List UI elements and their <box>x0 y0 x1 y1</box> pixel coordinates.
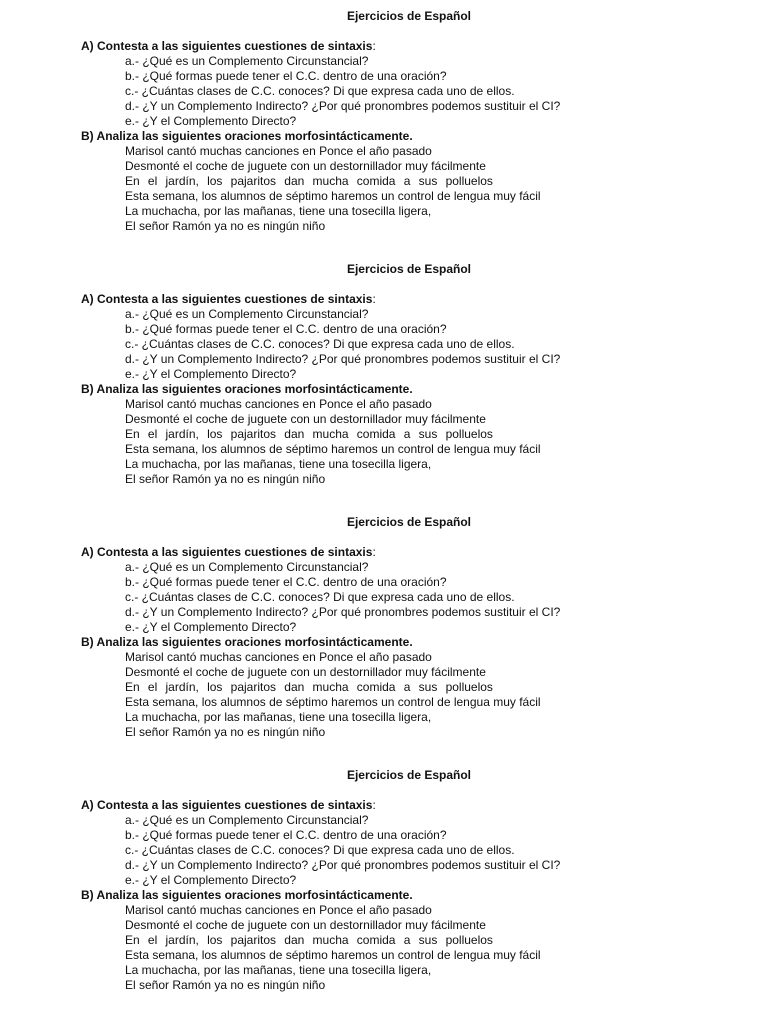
sentence-word: jardín, <box>165 680 199 694</box>
sentence-word: los <box>207 427 223 441</box>
sentence-3 <box>125 680 493 695</box>
sentence-1: Marisol cantó muchas canciones en Ponce el año pasado <box>125 650 432 664</box>
sentence-2: Desmonté el coche de juguete con un destornillador muy fácilmente <box>125 412 486 426</box>
sentence-word: a <box>403 680 411 694</box>
exercise-title: Ejercicios de Español <box>346 515 472 529</box>
sentence-3-text <box>125 427 493 442</box>
sentence-word: los <box>207 680 223 694</box>
sentence-word: En <box>125 933 140 947</box>
sentence-5: La muchacha, por las mañanas, tiene una tosecilla ligera, <box>125 963 432 977</box>
sentence-2: Desmonté el coche de juguete con un destornillador muy fácilmente <box>125 918 486 932</box>
sentence-4: Esta semana, los alumnos de séptimo haremos un control de lengua muy fácil <box>125 948 541 962</box>
sentence-word: el <box>147 427 158 441</box>
question-d: d.- ¿Y un Complemento Indirecto? ¿Por qué pronombres podemos sustituir el CI? <box>125 99 561 113</box>
exercise-title: Ejercicios de Español <box>346 768 472 782</box>
question-c: c.- ¿Cuántas clases de C.C. conoces? Di que expresa cada uno de ellos. <box>125 337 515 351</box>
sentence-word: pajaritos <box>230 680 277 694</box>
question-d: d.- ¿Y un Complemento Indirecto? ¿Por qué pronombres podemos sustituir el CI? <box>125 858 561 872</box>
sentence-word: sus <box>418 174 438 188</box>
sentence-word: polluelos <box>445 680 493 694</box>
question-e: e.- ¿Y el Complemento Directo? <box>125 114 297 128</box>
question-a: a.- ¿Qué es un Complemento Circunstancial? <box>125 307 369 321</box>
sentence-3-text <box>125 680 493 695</box>
sentence-word: comida <box>356 933 396 947</box>
sentence-word: comida <box>356 680 396 694</box>
sentence-word: polluelos <box>445 933 493 947</box>
question-b: b.- ¿Qué formas puede tener el C.C. dentro de una oración? <box>125 322 447 336</box>
sentence-word: sus <box>418 680 438 694</box>
section-b-heading: B) Analiza las siguientes oraciones morfosintácticamente. <box>81 888 413 902</box>
sentence-5: La muchacha, por las mañanas, tiene una tosecilla ligera, <box>125 204 432 218</box>
section-a-heading <box>81 38 376 54</box>
sentence-word: a <box>403 174 411 188</box>
sentence-word: dan <box>284 933 305 947</box>
sentence-4: Esta semana, los alumnos de séptimo haremos un control de lengua muy fácil <box>125 695 541 709</box>
sentence-4: Esta semana, los alumnos de séptimo haremos un control de lengua muy fácil <box>125 189 541 203</box>
sentence-word: mucha <box>312 933 349 947</box>
sentence-word: dan <box>284 680 305 694</box>
sentence-word: pajaritos <box>230 933 277 947</box>
section-a-heading <box>81 797 376 813</box>
sentence-word: dan <box>284 174 305 188</box>
question-c: c.- ¿Cuántas clases de C.C. conoces? Di que expresa cada uno de ellos. <box>125 84 515 98</box>
sentence-word: En <box>125 680 140 694</box>
section-a-colon: : <box>372 545 376 559</box>
exercise-block <box>0 8 768 248</box>
sentence-word: En <box>125 427 140 441</box>
section-b-heading: B) Analiza las siguientes oraciones morfosintácticamente. <box>81 129 413 143</box>
exercise-block <box>0 767 768 1007</box>
sentence-word: En <box>125 174 140 188</box>
question-b: b.- ¿Qué formas puede tener el C.C. dentro de una oración? <box>125 575 447 589</box>
section-a-heading <box>81 291 376 307</box>
sentence-word: sus <box>418 933 438 947</box>
sentence-word: pajaritos <box>230 174 277 188</box>
sentence-word: polluelos <box>445 427 493 441</box>
question-e: e.- ¿Y el Complemento Directo? <box>125 620 297 634</box>
exercise-title: Ejercicios de Español <box>346 9 472 23</box>
sentence-2: Desmonté el coche de juguete con un destornillador muy fácilmente <box>125 665 486 679</box>
sentence-word: mucha <box>312 174 349 188</box>
sentence-word: los <box>207 174 223 188</box>
section-a-colon: : <box>372 39 376 53</box>
sentence-3 <box>125 933 493 948</box>
sentence-6: El señor Ramón ya no es ningún niño <box>125 725 326 739</box>
exercise-block <box>0 514 768 754</box>
question-a: a.- ¿Qué es un Complemento Circunstancial? <box>125 560 369 574</box>
sentence-3 <box>125 427 493 442</box>
section-a-label: A) Contesta a las siguientes cuestiones de sintaxis <box>81 545 373 559</box>
exercise-block <box>0 261 768 501</box>
sentence-word: comida <box>356 427 396 441</box>
sentence-word: polluelos <box>445 174 493 188</box>
sentence-word: el <box>147 174 158 188</box>
sentence-6: El señor Ramón ya no es ningún niño <box>125 978 326 992</box>
sentence-word: comida <box>356 174 396 188</box>
sentence-word: los <box>207 933 223 947</box>
question-c: c.- ¿Cuántas clases de C.C. conoces? Di que expresa cada uno de ellos. <box>125 590 515 604</box>
sentence-word: el <box>147 933 158 947</box>
sentence-5: La muchacha, por las mañanas, tiene una tosecilla ligera, <box>125 710 432 724</box>
section-a-label: A) Contesta a las siguientes cuestiones de sintaxis <box>81 798 373 812</box>
sentence-5: La muchacha, por las mañanas, tiene una tosecilla ligera, <box>125 457 432 471</box>
sentence-3 <box>125 174 493 189</box>
sentence-word: mucha <box>312 427 349 441</box>
sentence-word: jardín, <box>165 174 199 188</box>
sentence-word: a <box>403 427 411 441</box>
sentence-1: Marisol cantó muchas canciones en Ponce el año pasado <box>125 144 432 158</box>
sentence-word: jardín, <box>165 933 199 947</box>
sentence-word: mucha <box>312 680 349 694</box>
question-d: d.- ¿Y un Complemento Indirecto? ¿Por qué pronombres podemos sustituir el CI? <box>125 352 561 366</box>
sentence-word: pajaritos <box>230 427 277 441</box>
sentence-word: a <box>403 933 411 947</box>
sentence-2: Desmonté el coche de juguete con un destornillador muy fácilmente <box>125 159 486 173</box>
question-e: e.- ¿Y el Complemento Directo? <box>125 367 297 381</box>
section-a-label: A) Contesta a las siguientes cuestiones de sintaxis <box>81 292 373 306</box>
sentence-1: Marisol cantó muchas canciones en Ponce el año pasado <box>125 903 432 917</box>
sentence-word: sus <box>418 427 438 441</box>
sentence-word: jardín, <box>165 427 199 441</box>
sentence-word: dan <box>284 427 305 441</box>
question-a: a.- ¿Qué es un Complemento Circunstancial? <box>125 54 369 68</box>
question-b: b.- ¿Qué formas puede tener el C.C. dentro de una oración? <box>125 828 447 842</box>
question-b: b.- ¿Qué formas puede tener el C.C. dentro de una oración? <box>125 69 447 83</box>
sentence-1: Marisol cantó muchas canciones en Ponce el año pasado <box>125 397 432 411</box>
section-a-heading <box>81 544 376 560</box>
section-a-colon: : <box>372 292 376 306</box>
section-a-colon: : <box>372 798 376 812</box>
exercise-title: Ejercicios de Español <box>346 262 472 276</box>
sentence-6: El señor Ramón ya no es ningún niño <box>125 219 326 233</box>
sentence-word: el <box>147 680 158 694</box>
section-a-label: A) Contesta a las siguientes cuestiones de sintaxis <box>81 39 373 53</box>
question-a: a.- ¿Qué es un Complemento Circunstancial? <box>125 813 369 827</box>
sentence-6: El señor Ramón ya no es ningún niño <box>125 472 326 486</box>
sentence-3-text <box>125 933 493 948</box>
sentence-3-text <box>125 174 493 189</box>
sentence-4: Esta semana, los alumnos de séptimo haremos un control de lengua muy fácil <box>125 442 541 456</box>
question-d: d.- ¿Y un Complemento Indirecto? ¿Por qué pronombres podemos sustituir el CI? <box>125 605 561 619</box>
section-b-heading: B) Analiza las siguientes oraciones morfosintácticamente. <box>81 382 413 396</box>
section-b-heading: B) Analiza las siguientes oraciones morfosintácticamente. <box>81 635 413 649</box>
question-e: e.- ¿Y el Complemento Directo? <box>125 873 297 887</box>
question-c: c.- ¿Cuántas clases de C.C. conoces? Di que expresa cada uno de ellos. <box>125 843 515 857</box>
